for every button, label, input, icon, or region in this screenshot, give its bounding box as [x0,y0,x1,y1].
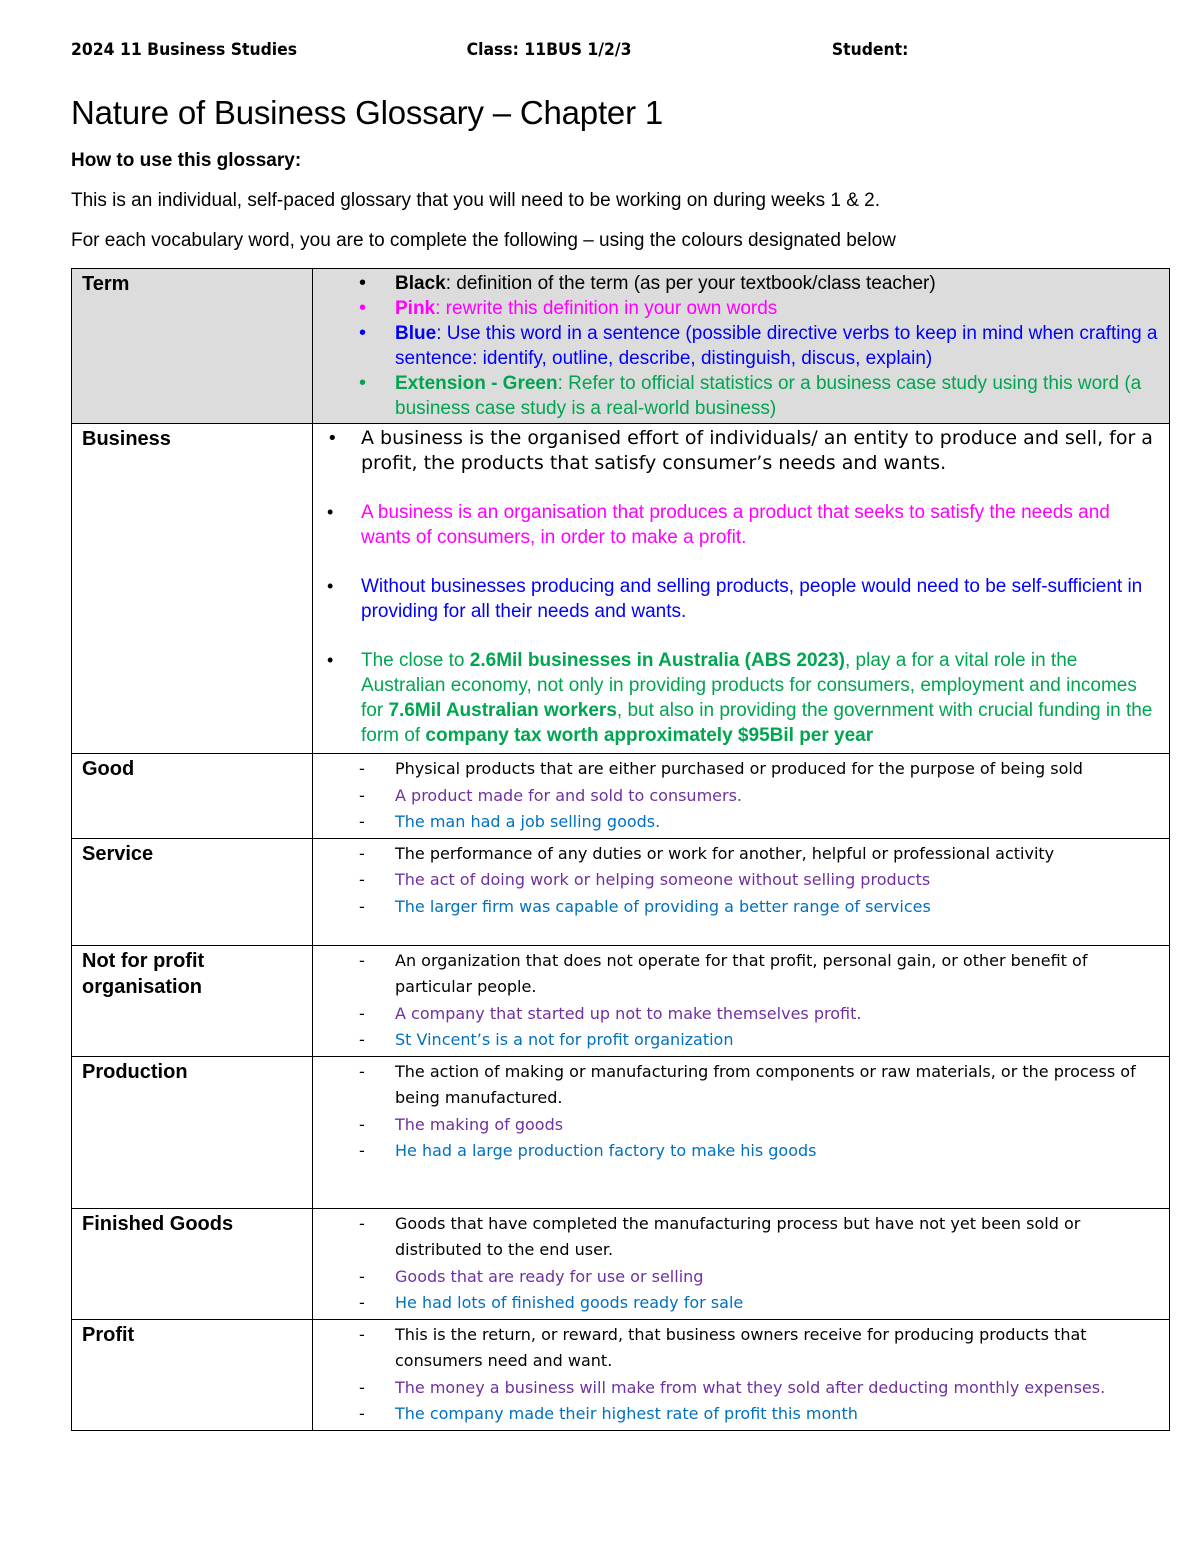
definition-cell [313,424,1170,754]
term-cell: Good [72,754,313,839]
intro-paragraph-2: For each vocabulary word, you are to complete the following – using the colours designated below [71,230,896,251]
sentence-text: - St Vincent’s is a not for profit organization [323,1027,1159,1054]
glossary-row-service [72,838,1170,945]
legend-list [323,271,1159,421]
own-words-text: - The making of goods [323,1112,1159,1139]
term-cell: Business [72,424,313,754]
student-label: Student: [831,40,909,60]
definition-text: - The performance of any duties or work for another, helpful or professional activity [323,841,1159,868]
glossary-row-finished-goods [72,1208,1170,1319]
document-header [71,40,1081,66]
term-column-header: Term [72,269,313,424]
definition-text: - The action of making or manufacturing from components or raw materials, or the process of being manufactured. [323,1059,1159,1112]
legend-cell [313,269,1170,424]
glossary-page [71,40,1169,1431]
business-extension: • The close to 2.6Mil businesses in Australia (ABS 2023), play a for a vital role in the Australian economy, not only in providing products for consumers, employment and incomes for 7.6Mil Australian workers, but also in providing the government with crucial funding in the form of company tax worth approximately $95Bil per year [325,648,1159,748]
own-words-text: - The act of doing work or helping someone without selling products [323,867,1159,894]
course-label: 2024 11 Business Studies [71,40,298,60]
definition-cell [313,1056,1170,1208]
sentence-text: - The larger firm was capable of providing a better range of services [323,894,1159,921]
business-own-words: • A business is an organisation that produces a product that seeks to satisfy the needs and wants of consumers, in order to make a profit. [325,500,1159,550]
business-entries [325,426,1159,748]
legend-row [72,269,1170,424]
glossary-table [71,268,1170,1431]
glossary-row-profit [72,1319,1170,1430]
term-cell: Not for profit organisation [72,945,313,1056]
definition-cell [313,945,1170,1056]
definition-text: - Physical products that are either purchased or produced for the purpose of being sold [323,756,1159,783]
term-cell: Service [72,838,313,945]
definition-text: - This is the return, or reward, that business owners receive for producing products that consumers need and want. [323,1322,1159,1375]
definition-cell [313,1319,1170,1430]
glossary-row-good [72,754,1170,839]
glossary-row-business [72,424,1170,754]
sentence-text: - He had lots of finished goods ready for sale [323,1290,1159,1317]
definition-cell [313,838,1170,945]
sentence-text: - The company made their highest rate of profit this month [323,1401,1159,1428]
term-cell: Production [72,1056,313,1208]
how-to-heading: How to use this glossary: [71,150,302,171]
term-cell: Finished Goods [72,1208,313,1319]
definition-cell [313,754,1170,839]
intro-paragraph-1: This is an individual, self-paced glossary that you will need to be working on during weeks 1 & 2. [71,190,880,211]
own-words-text: - Goods that are ready for use or selling [323,1264,1159,1291]
legend-item-green: • Extension - Green: Refer to official statistics or a business case study using this word (a business case study is a real-world business) [323,371,1159,421]
business-sentence: • Without businesses producing and selling products, people would need to be self-sufficient in providing for all their needs and wants. [325,574,1159,624]
glossary-row-not-for-profit [72,945,1170,1056]
definition-cell [313,1208,1170,1319]
definition-text: - An organization that does not operate for that profit, personal gain, or other benefit of particular people. [323,948,1159,1001]
sentence-text: - He had a large production factory to make his goods [323,1138,1159,1165]
glossary-row-production [72,1056,1170,1208]
business-definition: • A business is the organised effort of individuals/ an entity to produce and sell, for a profit, the products that satisfy consumer’s needs and wants. [325,426,1159,476]
own-words-text: - A product made for and sold to consumers. [323,783,1159,810]
page-title: Nature of Business Glossary – Chapter 1 [71,94,663,131]
definition-text: - Goods that have completed the manufacturing process but have not yet been sold or distributed to the end user. [323,1211,1159,1264]
own-words-text: - A company that started up not to make themselves profit. [323,1001,1159,1028]
legend-item-blue: • Blue: Use this word in a sentence (possible directive verbs to keep in mind when crafting a sentence: identify, outline, describe, distinguish, discus, explain) [323,321,1159,371]
term-cell: Profit [72,1319,313,1430]
own-words-text: - The money a business will make from what they sold after deducting monthly expenses. [323,1375,1159,1402]
legend-item-black: • Black: definition of the term (as per your textbook/class teacher) [323,271,1159,296]
class-label: Class: 11BUS 1/2/3 [466,40,632,60]
legend-item-pink: • Pink: rewrite this definition in your own words [323,296,1159,321]
sentence-text: - The man had a job selling goods. [323,809,1159,836]
